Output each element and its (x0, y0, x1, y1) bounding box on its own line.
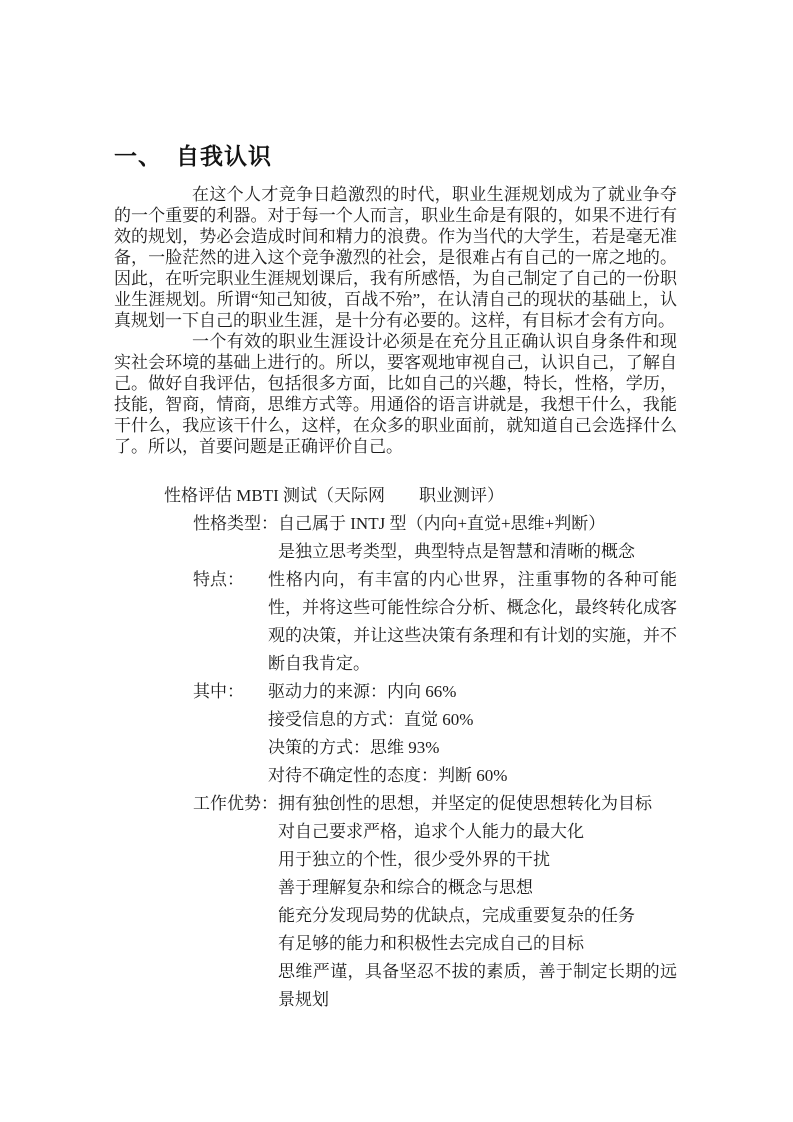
body-paragraph: 在这个人才竞争日趋激烈的时代，职业生涯规划成为了就业争夺的一个重要的利器。对于每一个人而言，职业生命是有限的，如果不进行有效的规划，势必会造成时间和精力的浪费。作为当代的大学生，若是毫无准备，一脸茫然的进入这个竞争激烈的社会，是很难占有自己的一席之地的。因此，在听完职业生涯规划课后，我有所感悟，为自己制定了自己的一份职业生涯规划。所谓“知己知彼，百战不殆”，在认清自己的现状的基础上，认真规划一下自己的职业生涯，是十分有必要的。这样，有目标才会有方向。 (114, 185, 677, 330)
assessment-row (114, 510, 677, 566)
section-title (114, 143, 677, 169)
body-paragraphs (114, 184, 677, 457)
assessment-line: 决策的方式：思维 93% (268, 738, 440, 757)
assessment-row-label: 其中： (193, 682, 244, 701)
assessment-line: 对待不确定性的态度：判断 60% (268, 766, 508, 785)
assessment-row-label: 性格类型： (193, 514, 278, 533)
assessment-row-label: 工作优势： (193, 794, 278, 813)
assessment-rows (114, 510, 677, 1014)
assessment-row (114, 790, 677, 1014)
assessment-line: 接受信息的方式：直觉 60% (268, 710, 474, 729)
document-content (114, 143, 677, 1014)
assessment-heading: 性格评估 MBTI 测试（天际网 职业测评） (164, 486, 504, 505)
assessment-line: 拥有独创性的思想，并坚定的促使思想转化为目标 (278, 794, 652, 813)
assessment-section (114, 482, 677, 1014)
assessment-line: 有足够的能力和积极性去完成自己的目标 (278, 934, 584, 953)
body-paragraph: 一个有效的职业生涯设计必须是在充分且正确认识自身条件和现实社会环境的基础上进行的。所以，要客观地审视自己，认识自己，了解自己。做好自我评估，包括很多方面，比如自己的兴趣，特长，性格，学历，技能，智商，情商，思维方式等。用通俗的语言讲就是，我想干什么，我能干什么，我应该干什么，这样，在众多的职业面前，就知道自己会选择什么了。所以，首要问题是正确评价自己。 (114, 332, 677, 456)
assessment-line: 自己属于 INTJ 型（内向+直觉+思维+判断） (278, 514, 606, 533)
section-title-text: 自我认识 (176, 143, 272, 169)
assessment-row-label: 特点： (193, 570, 244, 589)
assessment-line: 用于独立的个性，很少受外界的干扰 (278, 850, 550, 869)
assessment-row-content (268, 678, 677, 790)
assessment-row-content (278, 510, 677, 566)
assessment-row-content (268, 566, 677, 678)
assessment-row (114, 566, 677, 678)
assessment-row-content (278, 790, 677, 1014)
assessment-line: 是独立思考类型，典型特点是智慧和清晰的概念 (278, 542, 635, 561)
assessment-line: 对自己要求严格，追求个人能力的最大化 (278, 822, 584, 841)
assessment-line: 驱动力的来源：内向 66% (268, 682, 457, 701)
assessment-line: 善于理解复杂和综合的概念与思想 (278, 878, 533, 897)
assessment-line: 思维严谨，具备坚忍不拔的素质，善于制定长期的远景规划 (278, 962, 677, 1009)
assessment-line: 能充分发现局势的优缺点，完成重要复杂的任务 (278, 906, 635, 925)
assessment-row (114, 678, 677, 790)
section-number: 一、 (114, 143, 162, 169)
assessment-line: 性格内向，有丰富的内心世界，注重事物的各种可能性，并将这些可能性综合分析、概念化，最终转化成客观的决策，并让这些决策有条理和有计划的实施，并不断自我肯定。 (268, 570, 677, 673)
